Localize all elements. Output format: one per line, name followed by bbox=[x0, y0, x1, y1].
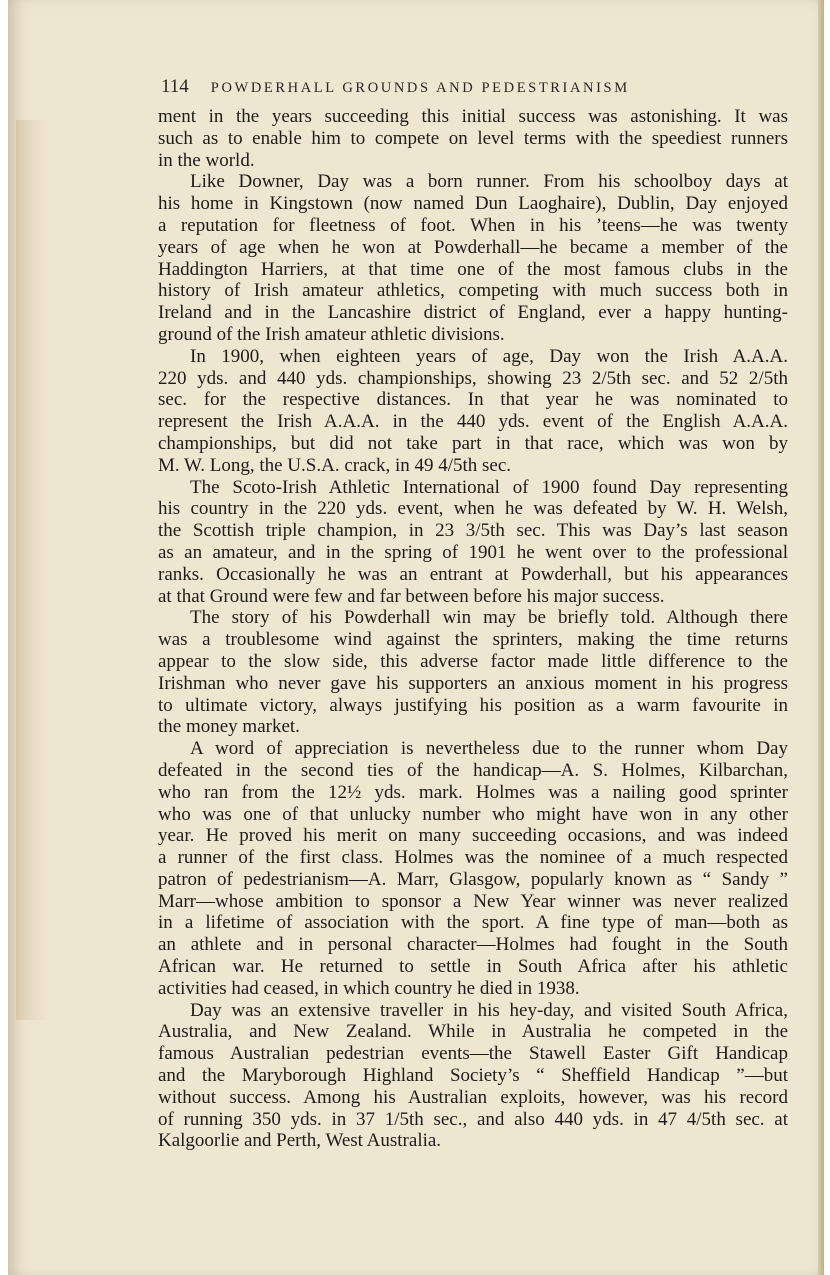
running-head bbox=[161, 76, 801, 98]
text-line: and the Maryborough Highland Society’s “ Sheffield Handicap ”—but bbox=[158, 1065, 788, 1087]
text-line: championships, but did not take part in that race, which was won by bbox=[158, 432, 788, 454]
text-line: of running 350 yds. in 37 1/5th sec., and also 440 yds. in 47 4/5th sec. at bbox=[158, 1108, 788, 1130]
text-line: African war. He returned to settle in South Africa after his athletic bbox=[158, 956, 788, 978]
body-text bbox=[158, 106, 788, 1152]
text-line: at that Ground were few and far between before his major success. bbox=[158, 585, 665, 607]
text-line: was a troublesome wind against the sprinters, making the time returns bbox=[158, 629, 788, 651]
text-line: M. W. Long, the U.S.A. crack, in 49 4/5th sec. bbox=[158, 454, 512, 476]
text-line: Day was an extensive traveller in his hey-day, and visited South Africa, bbox=[190, 999, 788, 1021]
text-line: year. He proved his merit on many succeeding occasions, and was indeed bbox=[158, 825, 788, 847]
text-line: in the world. bbox=[158, 149, 255, 171]
text-line: 220 yds. and 440 yds. championships, showing 23 2/5th sec. and 52 2/5th bbox=[158, 367, 788, 389]
text-line: The story of his Powderhall win may be briefly told. Although there bbox=[190, 607, 788, 629]
text-line: an athlete and in personal character—Holmes had fought in the South bbox=[158, 934, 788, 956]
text-line: Kalgoorlie and Perth, West Australia. bbox=[158, 1130, 442, 1152]
page-number: 114 bbox=[161, 76, 189, 97]
text-line: who ran from the 12½ yds. mark. Holmes was a nailing good sprinter bbox=[158, 781, 788, 803]
text-line: the money market. bbox=[158, 716, 300, 738]
text-line: In 1900, when eighteen years of age, Day won the Irish A.A.A. bbox=[190, 345, 788, 367]
text-line: appear to the slow side, this adverse factor made little difference to the bbox=[158, 650, 788, 672]
text-line: a reputation for fleetness of foot. When in his ’teens—he was twenty bbox=[158, 214, 788, 236]
text-line: activities had ceased, in which country he died in 1938. bbox=[158, 977, 580, 999]
text-line: to ultimate victory, always justifying his position as a warm favourite in bbox=[158, 694, 788, 716]
page-edge bbox=[818, 0, 824, 1275]
text-line: in a lifetime of association with the sport. A fine type of man—both as bbox=[158, 912, 788, 934]
text-line: his country in the 220 yds. event, when he was defeated by W. H. Welsh, bbox=[158, 498, 788, 520]
text-line: the Scottish triple champion, in 23 3/5th sec. This was Day’s last season bbox=[158, 520, 788, 542]
text-line: Haddington Harriers, at that time one of the most famous clubs in the bbox=[158, 258, 788, 280]
book-page bbox=[8, 0, 824, 1275]
text-line: such as to enable him to compete on level terms with the speediest runners bbox=[158, 127, 788, 149]
text-line: Like Downer, Day was a born runner. From his schoolboy days at bbox=[190, 171, 788, 193]
text-line: history of Irish amateur athletics, competing with much success both in bbox=[158, 280, 788, 302]
text-line: as an amateur, and in the spring of 1901 he went over to the professional bbox=[158, 541, 788, 563]
text-line: defeated in the second ties of the handicap—A. S. Holmes, Kilbarchan, bbox=[158, 759, 788, 781]
text-line: who was one of that unlucky number who might have won in any other bbox=[158, 803, 788, 825]
text-line: ranks. Occasionally he was an entrant at Powderhall, but his appearances bbox=[158, 563, 788, 585]
text-line: sec. for the respective distances. In that year he was nominated to bbox=[158, 389, 788, 411]
text-line: Marr—whose ambition to sponsor a New Year winner was never realized bbox=[158, 890, 788, 912]
text-line: ground of the Irish amateur athletic divisions. bbox=[158, 323, 505, 345]
text-line: represent the Irish A.A.A. in the 440 yds. event of the English A.A.A. bbox=[158, 411, 788, 433]
running-title: POWDERHALL GROUNDS AND PEDESTRIANISM bbox=[210, 80, 630, 96]
text-line: The Scoto-Irish Athletic International of 1900 found Day representing bbox=[190, 476, 788, 498]
text-line: Ireland and in the Lancashire district of England, ever a happy hunting- bbox=[158, 302, 788, 324]
text-line: years of age when he won at Powderhall—he became a member of the bbox=[158, 236, 788, 258]
text-line: famous Australian pedestrian events—the Stawell Easter Gift Handicap bbox=[158, 1043, 788, 1065]
text-line: ment in the years succeeding this initial success was astonishing. It was bbox=[158, 106, 788, 127]
text-line: Irishman who never gave his supporters an anxious moment in his progress bbox=[158, 672, 788, 694]
text-line: Australia, and New Zealand. While in Australia he competed in the bbox=[158, 1021, 788, 1043]
text-line: without success. Among his Australian exploits, however, was his record bbox=[158, 1086, 788, 1108]
text-line: a runner of the first class. Holmes was the nominee of a much respected bbox=[158, 847, 788, 869]
text-line: his home in Kingstown (now named Dun Laoghaire), Dublin, Day enjoyed bbox=[158, 193, 788, 215]
text-line: patron of pedestrianism—A. Marr, Glasgow, popularly known as “ Sandy ” bbox=[158, 868, 788, 890]
text-line: A word of appreciation is nevertheless due to the runner whom Day bbox=[190, 738, 788, 760]
page-stain bbox=[16, 120, 50, 1020]
